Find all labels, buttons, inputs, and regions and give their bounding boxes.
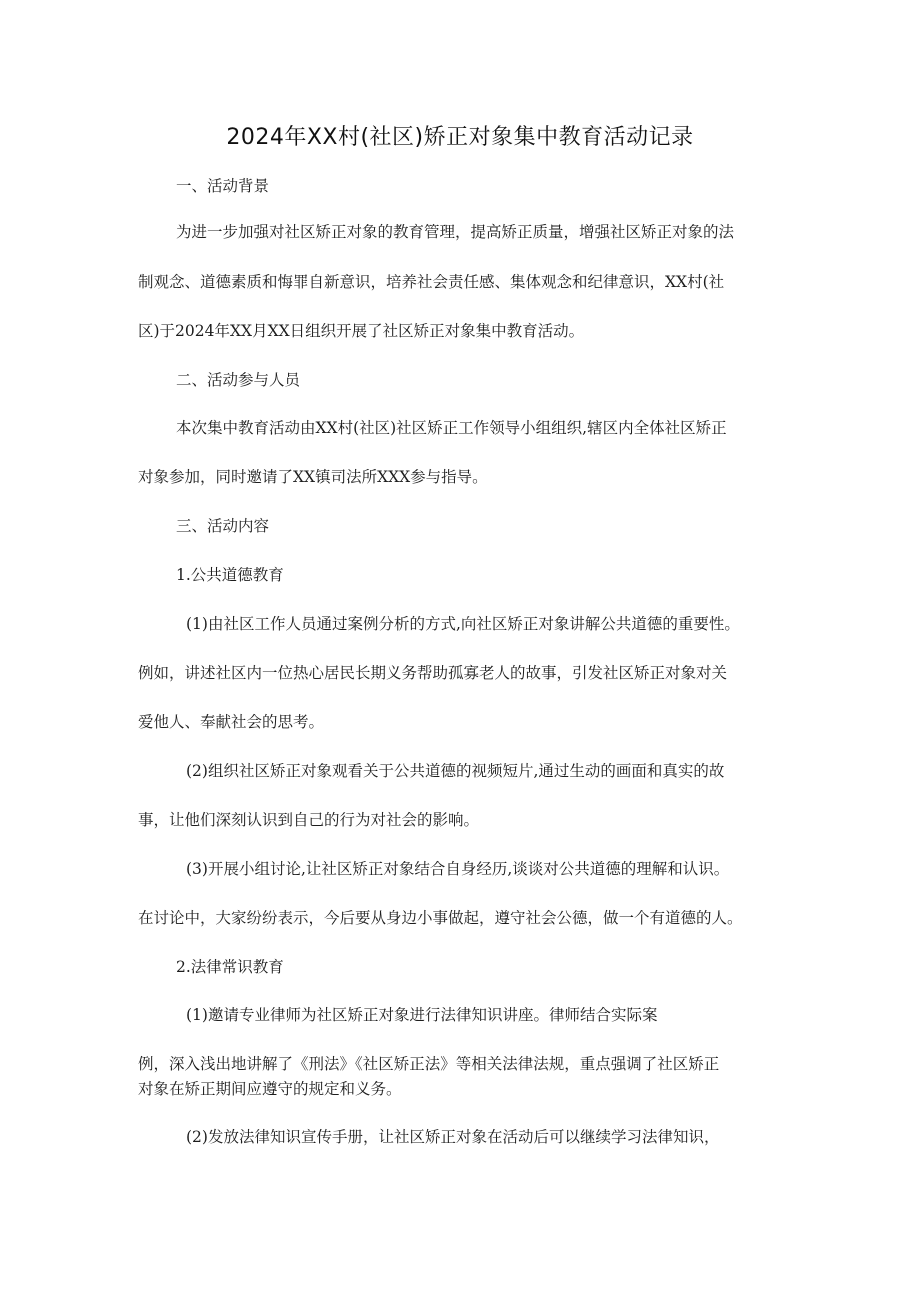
subsection-heading-morality: 1.公共道德教育 — [176, 566, 284, 584]
document-title: 2024年XX村(社区)矫正对象集中教育活动记录 — [226, 125, 694, 150]
paragraph-line: (3)开展小组讨论,让社区矫正对象结合自身经历,谈谈对公共道德的理解和认识。 — [186, 860, 730, 878]
paragraph-line: 为进一步加强对社区矫正对象的教育管理，提高矫正质量，增强社区矫正对象的法 — [176, 223, 735, 241]
paragraph-line: (1)邀请专业律师为社区矫正对象进行法律知识讲座。律师结合实际案 — [186, 1006, 658, 1024]
paragraph-line: 事，让他们深刻认识到自己的行为对社会的影响。 — [138, 811, 480, 829]
paragraph-line: 区)于2024年XX月XX日组织开展了社区矫正对象集中教育活动。 — [138, 322, 585, 340]
paragraph-line: 本次集中教育活动由XX村(社区)社区矫正工作领导小组组织,辖区内全体社区矫正 — [176, 419, 727, 437]
section-heading-background: 一、活动背景 — [176, 177, 270, 195]
paragraph-line: 对象参加，同时邀请了XX镇司法所XXX参与指导。 — [138, 468, 488, 486]
paragraph-line: (2)组织社区矫正对象观看关于公共道德的视频短片,通过生动的画面和真实的故 — [186, 762, 725, 780]
paragraph-line: 制观念、道德素质和悔罪自新意识，培养社会责任感、集体观念和纪律意识，XX村(社 — [138, 273, 725, 291]
paragraph-line: 爱他人、奉献社会的思考。 — [138, 713, 325, 731]
subsection-heading-law: 2.法律常识教育 — [176, 958, 284, 976]
paragraph-line: 在讨论中，大家纷纷表示，今后要从身边小事做起，遵守社会公德，做一个有道德的人。 — [138, 909, 743, 927]
paragraph-line: 例如，讲述社区内一位热心居民长期义务帮助孤寡老人的故事，引发社区矫正对象对关 — [138, 664, 728, 682]
section-heading-participants: 二、活动参与人员 — [176, 371, 301, 389]
paragraph-line: 对象在矫正期间应遵守的规定和义务。 — [138, 1080, 402, 1098]
section-heading-content: 三、活动内容 — [176, 517, 270, 535]
paragraph-line: (2)发放法律知识宣传手册，让社区矫正对象在活动后可以继续学习法律知识， — [186, 1128, 720, 1146]
paragraph-line: 例，深入浅出地讲解了《刑法》《社区矫正法》等相关法律法规，重点强调了社区矫正 — [138, 1055, 720, 1073]
paragraph-line: (1)由社区工作人员通过案例分析的方式,向社区矫正对象讲解公共道德的重要性。 — [186, 615, 740, 633]
